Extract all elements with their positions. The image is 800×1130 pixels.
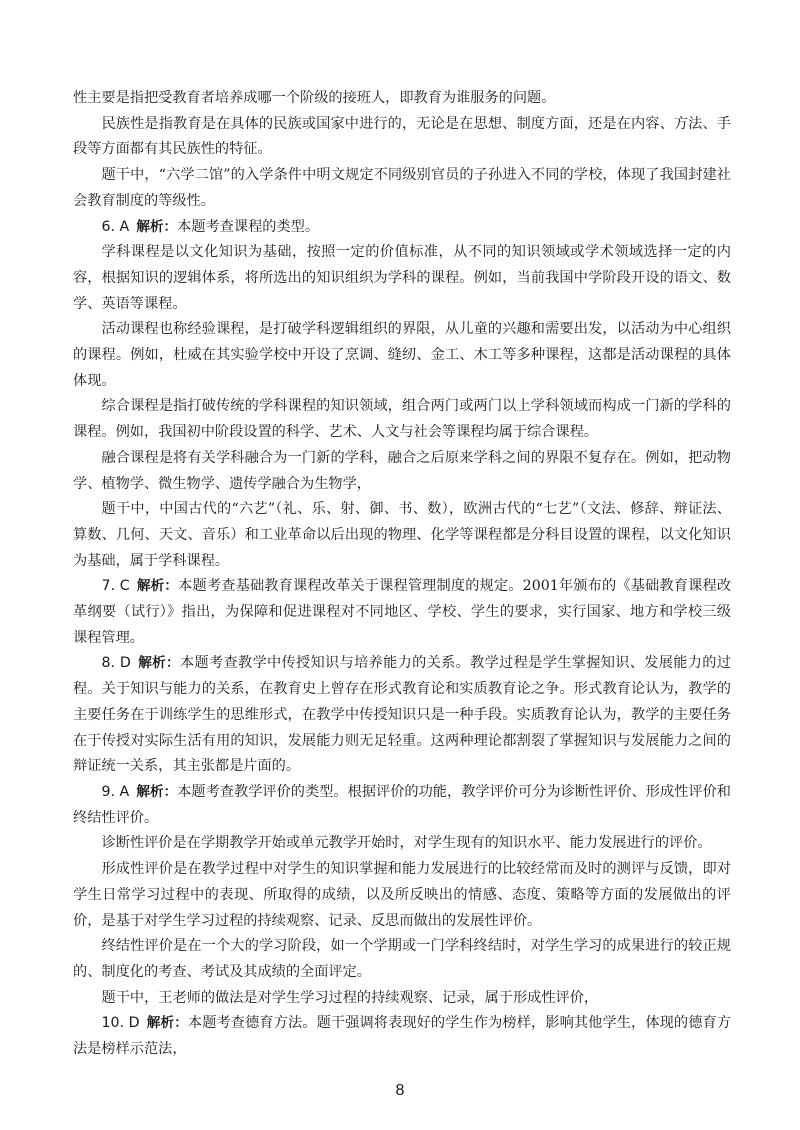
text-paragraph xyxy=(73,446,731,497)
answer-number: 6. A xyxy=(101,218,130,235)
paragraph-text: 活动课程也称经验课程，是打破学科逻辑组织的界限，从儿童的兴趣和需要出发，以活动为中心组织的课程。例如，杜威在其实验学校中开设了烹调、缝纫、金工、木工等多种课程，这都是活动课程的具体体现。 xyxy=(73,321,731,389)
analysis-label: 解析： xyxy=(137,655,180,672)
text-paragraph xyxy=(73,317,731,394)
text-paragraph xyxy=(73,934,731,985)
answer-paragraph xyxy=(73,574,731,651)
text-paragraph xyxy=(73,394,731,445)
paragraph-text: 题干中，王老师的做法是对学生学习过程的持续观察、记录，属于形成性评价， xyxy=(101,989,599,1006)
paragraph-text: 诊断性评价是在学期教学开始或单元教学开始时，对学生现有的知识水平、能力发展进行的评价。 xyxy=(101,835,712,852)
paragraph-text: 性主要是指把受教育者培养成哪一个阶级的接班人，即教育为谁服务的问题。 xyxy=(73,90,556,106)
paragraph-text: 本题考查课程的类型。 xyxy=(177,218,320,235)
paragraph-text: 本题考查教学评价的类型。根据评价的功能，教学评价可分为诊断性评价、形成性评价和终结性评价。 xyxy=(73,783,731,826)
paragraph-text: 民族性是指教育是在具体的民族或国家中进行的，无论是在思想、制度方面，还是在内容、方法、手段等方面都有其民族性的特征。 xyxy=(73,115,731,158)
answer-paragraph xyxy=(73,1011,731,1062)
text-paragraph xyxy=(73,163,731,214)
analysis-label: 解析： xyxy=(146,1015,188,1032)
answer-number: 8. D xyxy=(101,655,131,672)
answer-paragraph xyxy=(73,651,731,780)
paragraph-text: 融合课程是将有关学科融合为一门新的学科，融合之后原来学科之间的界限不复存在。例如，把动物学、植物学、微生物学、遗传学融合为生物学， xyxy=(73,449,731,492)
analysis-label: 解析： xyxy=(136,218,178,235)
analysis-label: 解析： xyxy=(136,578,179,595)
paragraph-text: 综合课程是指打破传统的学科课程的知识领域，组合两门或两门以上学科领域而构成一门新的学科的课程。例如，我国初中阶段设置的科学、艺术、人文与社会等课程均属于综合课程。 xyxy=(73,398,731,441)
answer-number: 10. D xyxy=(101,1015,140,1032)
paragraph-text: 本题考查德育方法。题干强调将表现好的学生作为榜样，影响其他学生，体现的德育方法是榜样示范法， xyxy=(73,1015,732,1058)
paragraph-text: 本题考查教学中传授知识与培养能力的关系。教学过程是学生掌握知识、发展能力的过程。关于知识与能力的关系，在教育史上曾存在形式教育论和实质教育论之争。形式教育论认为，教学的主要任务在于训练学生的思维形式，在教学中传授知识只是一种手段。实质教育论认为，教学的主要任务在于传授对实际生活有用的知识，发展能力则无足轻重。这两种理论都割裂了掌握知识与发展能力之间的辩证统一关系，其主张都是片面的。 xyxy=(73,655,731,775)
paragraph-text: 题干中，“六学二馆”的入学条件中明文规定不同级别官员的子孙进入不同的学校，体现了我国封建社会教育制度的等级性。 xyxy=(73,167,731,209)
text-paragraph xyxy=(73,240,731,317)
paragraph-text: 终结性评价是在一个大的学习阶段，如一个学期或一门学科终结时，对学生学习的成果进行的较正规的、制度化的考查、考试及其成绩的全面评定。 xyxy=(73,938,731,980)
analysis-label: 解析： xyxy=(136,783,178,800)
page-number: 8 xyxy=(395,1082,405,1099)
paragraph-text: 题干中，中国古代的“六艺”（礼、乐、射、御、书、数），欧洲古代的“七艺”（文法、修辞、辩证法、算数、几何、天文、音乐）和工业革命以后出现的物理、化学等课程都是分科目设置的课程，以文化知识为基础，属于学科课程。 xyxy=(73,501,731,569)
paragraph-text: 本题考查基础教育课程改革关于课程管理制度的规定。2001年颁布的《基础教育课程改革纲要（试行）》指出，为保障和促进课程对不同地区、学校、学生的要求，实行国家、地方和学校三级课程管理。 xyxy=(73,578,732,646)
answer-number: 7. C xyxy=(101,578,130,595)
text-paragraph xyxy=(73,986,731,1012)
answer-number: 9. A xyxy=(101,783,130,800)
text-paragraph xyxy=(73,497,731,574)
document-body xyxy=(73,86,731,1063)
answer-paragraph xyxy=(73,780,731,831)
text-paragraph xyxy=(73,831,731,857)
text-paragraph xyxy=(73,86,731,112)
text-paragraph xyxy=(73,112,731,163)
paragraph-text: 学科课程是以文化知识为基础，按照一定的价值标准，从不同的知识领域或学术领域选择一定的内容，根据知识的逻辑体系，将所选出的知识组织为学科的课程。例如，当前我国中学阶段开设的语文、数学、英语等课程。 xyxy=(73,244,731,312)
paragraph-text: 形成性评价是在教学过程中对学生的知识掌握和能力发展进行的比较经常而及时的测评与反馈，即对学生日常学习过程中的表现、所取得的成绩，以及所反映出的情感、态度、策略等方面的发展做出的评价，是基于对学生学习过程的持续观察、记录、反思而做出的发展性评价。 xyxy=(73,861,731,929)
text-paragraph xyxy=(73,857,731,934)
answer-paragraph xyxy=(73,215,731,241)
